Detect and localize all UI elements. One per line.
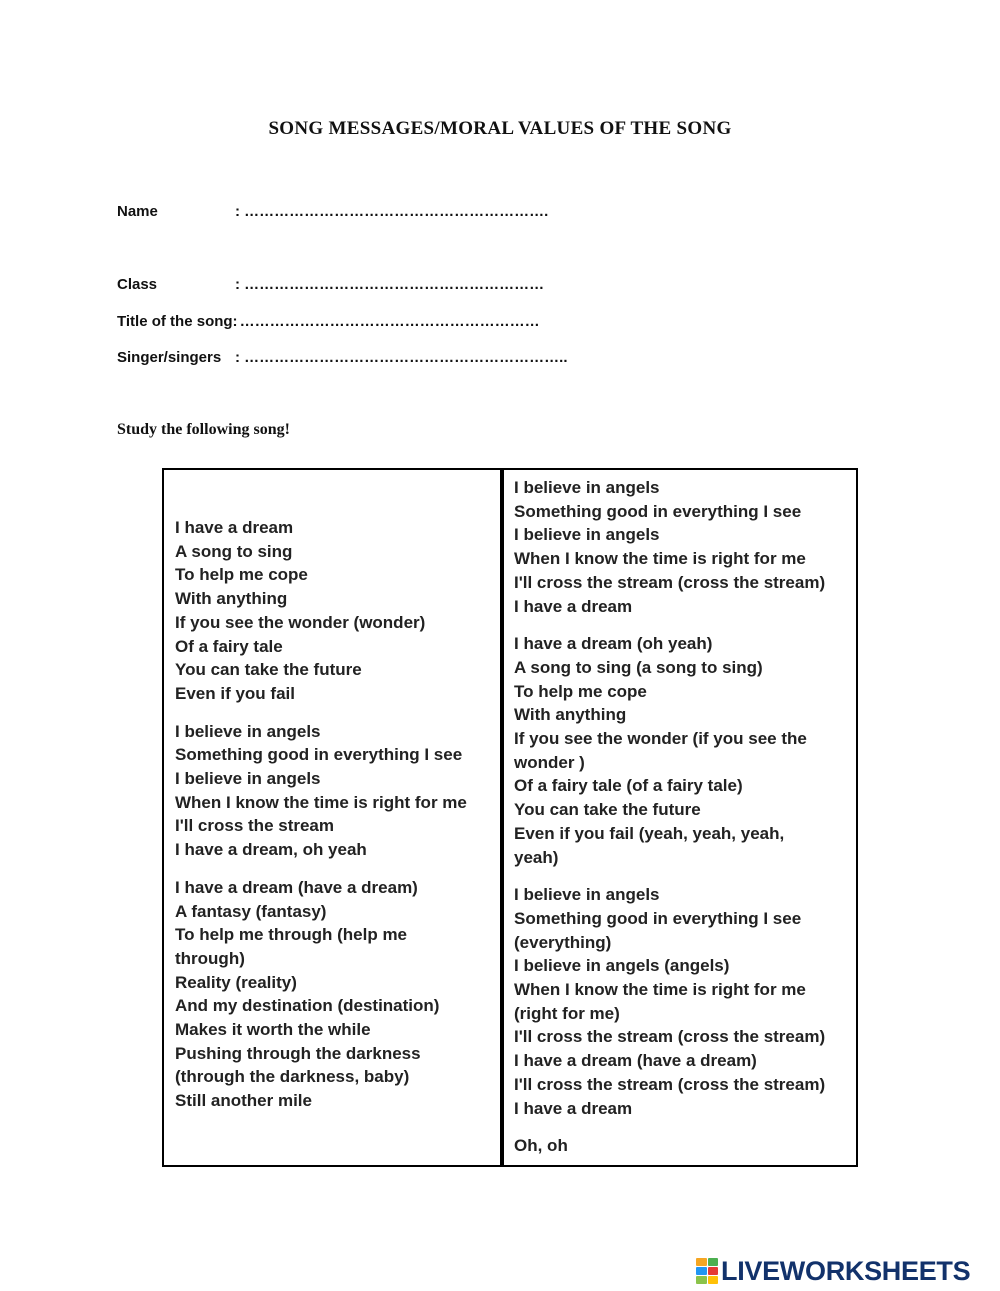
lyrics-right-column bbox=[514, 470, 854, 1172]
lyric-line: To help me through (help me bbox=[175, 925, 408, 945]
lyric-line: With anything bbox=[175, 589, 288, 609]
page-title: SONG MESSAGES/MORAL VALUES OF THE SONG bbox=[268, 118, 732, 139]
logo-block bbox=[708, 1267, 719, 1275]
lyric-line: Even if you fail bbox=[175, 683, 295, 703]
lyric-line: You can take the future bbox=[514, 800, 701, 820]
lyric-line: wonder ) bbox=[514, 752, 585, 772]
logo-block bbox=[696, 1276, 707, 1284]
logo-mark-icon bbox=[696, 1258, 718, 1284]
lyric-line: I have a dream bbox=[514, 596, 633, 616]
logo-block bbox=[696, 1258, 707, 1266]
lyric-line: And my destination (destination) bbox=[175, 996, 440, 1016]
liveworksheets-logo bbox=[696, 1254, 970, 1288]
lyrics-left-column bbox=[175, 470, 495, 1127]
lyric-line: Pushing through the darkness bbox=[175, 1043, 421, 1063]
lyric-line: I believe in angels bbox=[514, 525, 660, 545]
stanza bbox=[175, 516, 495, 706]
lyric-line: (right for me) bbox=[514, 1003, 620, 1023]
lyric-line: When I know the time is right for me bbox=[514, 980, 806, 1000]
lyric-line: I'll cross the stream (cross the stream) bbox=[514, 572, 826, 592]
class-blank: : …………………………………………………… bbox=[235, 276, 545, 293]
lyric-line: I believe in angels bbox=[175, 769, 321, 789]
lyric-line: With anything bbox=[514, 705, 627, 725]
song-title-field bbox=[117, 313, 540, 330]
lyric-line: When I know the time is right for me bbox=[514, 549, 806, 569]
stanza bbox=[175, 876, 495, 1113]
lyric-line: I have a dream (have a dream) bbox=[514, 1051, 757, 1071]
lyric-line: I have a dream, oh yeah bbox=[175, 840, 367, 860]
logo-text: LIVEWORKSHEETS bbox=[721, 1255, 971, 1286]
singers-label: Singer/singers bbox=[117, 349, 222, 366]
lyric-line: I have a dream bbox=[514, 1098, 633, 1118]
name-blank: : ……………………………………………………. bbox=[235, 203, 549, 220]
lyric-line: Something good in everything I see bbox=[514, 908, 802, 928]
lyric-line: A song to sing (a song to sing) bbox=[514, 657, 763, 677]
lyric-line: Makes it worth the while bbox=[175, 1020, 371, 1040]
lyric-line: When I know the time is right for me bbox=[175, 792, 467, 812]
name-label: Name bbox=[117, 203, 158, 220]
singers-blank: : ……………………………………………………….. bbox=[235, 349, 568, 366]
stanza bbox=[175, 720, 495, 862]
lyric-line: Reality (reality) bbox=[175, 972, 297, 992]
lyric-line: A song to sing bbox=[175, 541, 293, 561]
lyric-line: I'll cross the stream (cross the stream) bbox=[514, 1027, 826, 1047]
logo-block bbox=[708, 1276, 719, 1284]
column-divider bbox=[500, 470, 504, 1165]
lyric-line: Something good in everything I see bbox=[514, 501, 802, 521]
lyric-line: (through the darkness, baby) bbox=[175, 1067, 410, 1087]
lyric-line: Of a fairy tale bbox=[175, 636, 283, 656]
lyric-line: Something good in everything I see bbox=[175, 745, 463, 765]
lyric-line: I believe in angels bbox=[175, 721, 321, 741]
lyric-line: I'll cross the stream (cross the stream) bbox=[514, 1074, 826, 1094]
lyrics-table bbox=[162, 468, 858, 1167]
instruction-text: Study the following song! bbox=[117, 421, 290, 438]
singers-field bbox=[117, 349, 568, 366]
lyric-line: yeah) bbox=[514, 847, 559, 867]
lyric-line: To help me cope bbox=[514, 681, 647, 701]
stanza bbox=[514, 883, 854, 1120]
lyric-line: I believe in angels bbox=[514, 885, 660, 905]
lyric-line: through) bbox=[175, 948, 245, 968]
logo-block bbox=[696, 1267, 707, 1275]
lyric-line: I'll cross the stream bbox=[175, 816, 335, 836]
lyric-line: I believe in angels bbox=[514, 478, 660, 497]
lyric-line: You can take the future bbox=[175, 660, 362, 680]
song-title-blank: …………………………………………………… bbox=[239, 313, 540, 330]
logo-block bbox=[708, 1258, 719, 1266]
lyric-line: Even if you fail (yeah, yeah, yeah, bbox=[514, 823, 785, 843]
lyric-line: I have a dream (oh yeah) bbox=[514, 634, 713, 654]
stanza bbox=[514, 476, 854, 618]
name-field bbox=[117, 203, 548, 220]
class-field bbox=[117, 276, 544, 293]
lyric-line: Oh, oh bbox=[514, 1136, 568, 1156]
stanza bbox=[514, 1134, 854, 1158]
lyric-line: (everything) bbox=[514, 932, 612, 952]
lyric-line: If you see the wonder (wonder) bbox=[175, 612, 426, 632]
lyric-line: I believe in angels (angels) bbox=[514, 956, 730, 976]
lyric-line: If you see the wonder (if you see the bbox=[514, 729, 807, 749]
song-title-label: Title of the song: bbox=[117, 313, 238, 330]
lyric-line: Still another mile bbox=[175, 1091, 312, 1111]
lyric-line: A fantasy (fantasy) bbox=[175, 901, 327, 921]
lyric-line: I have a dream (have a dream) bbox=[175, 877, 418, 897]
lyric-line: I have a dream bbox=[175, 518, 294, 537]
stanza bbox=[514, 632, 854, 869]
lyric-line: To help me cope bbox=[175, 565, 308, 585]
lyric-line: Of a fairy tale (of a fairy tale) bbox=[514, 776, 743, 796]
class-label: Class bbox=[117, 276, 158, 293]
